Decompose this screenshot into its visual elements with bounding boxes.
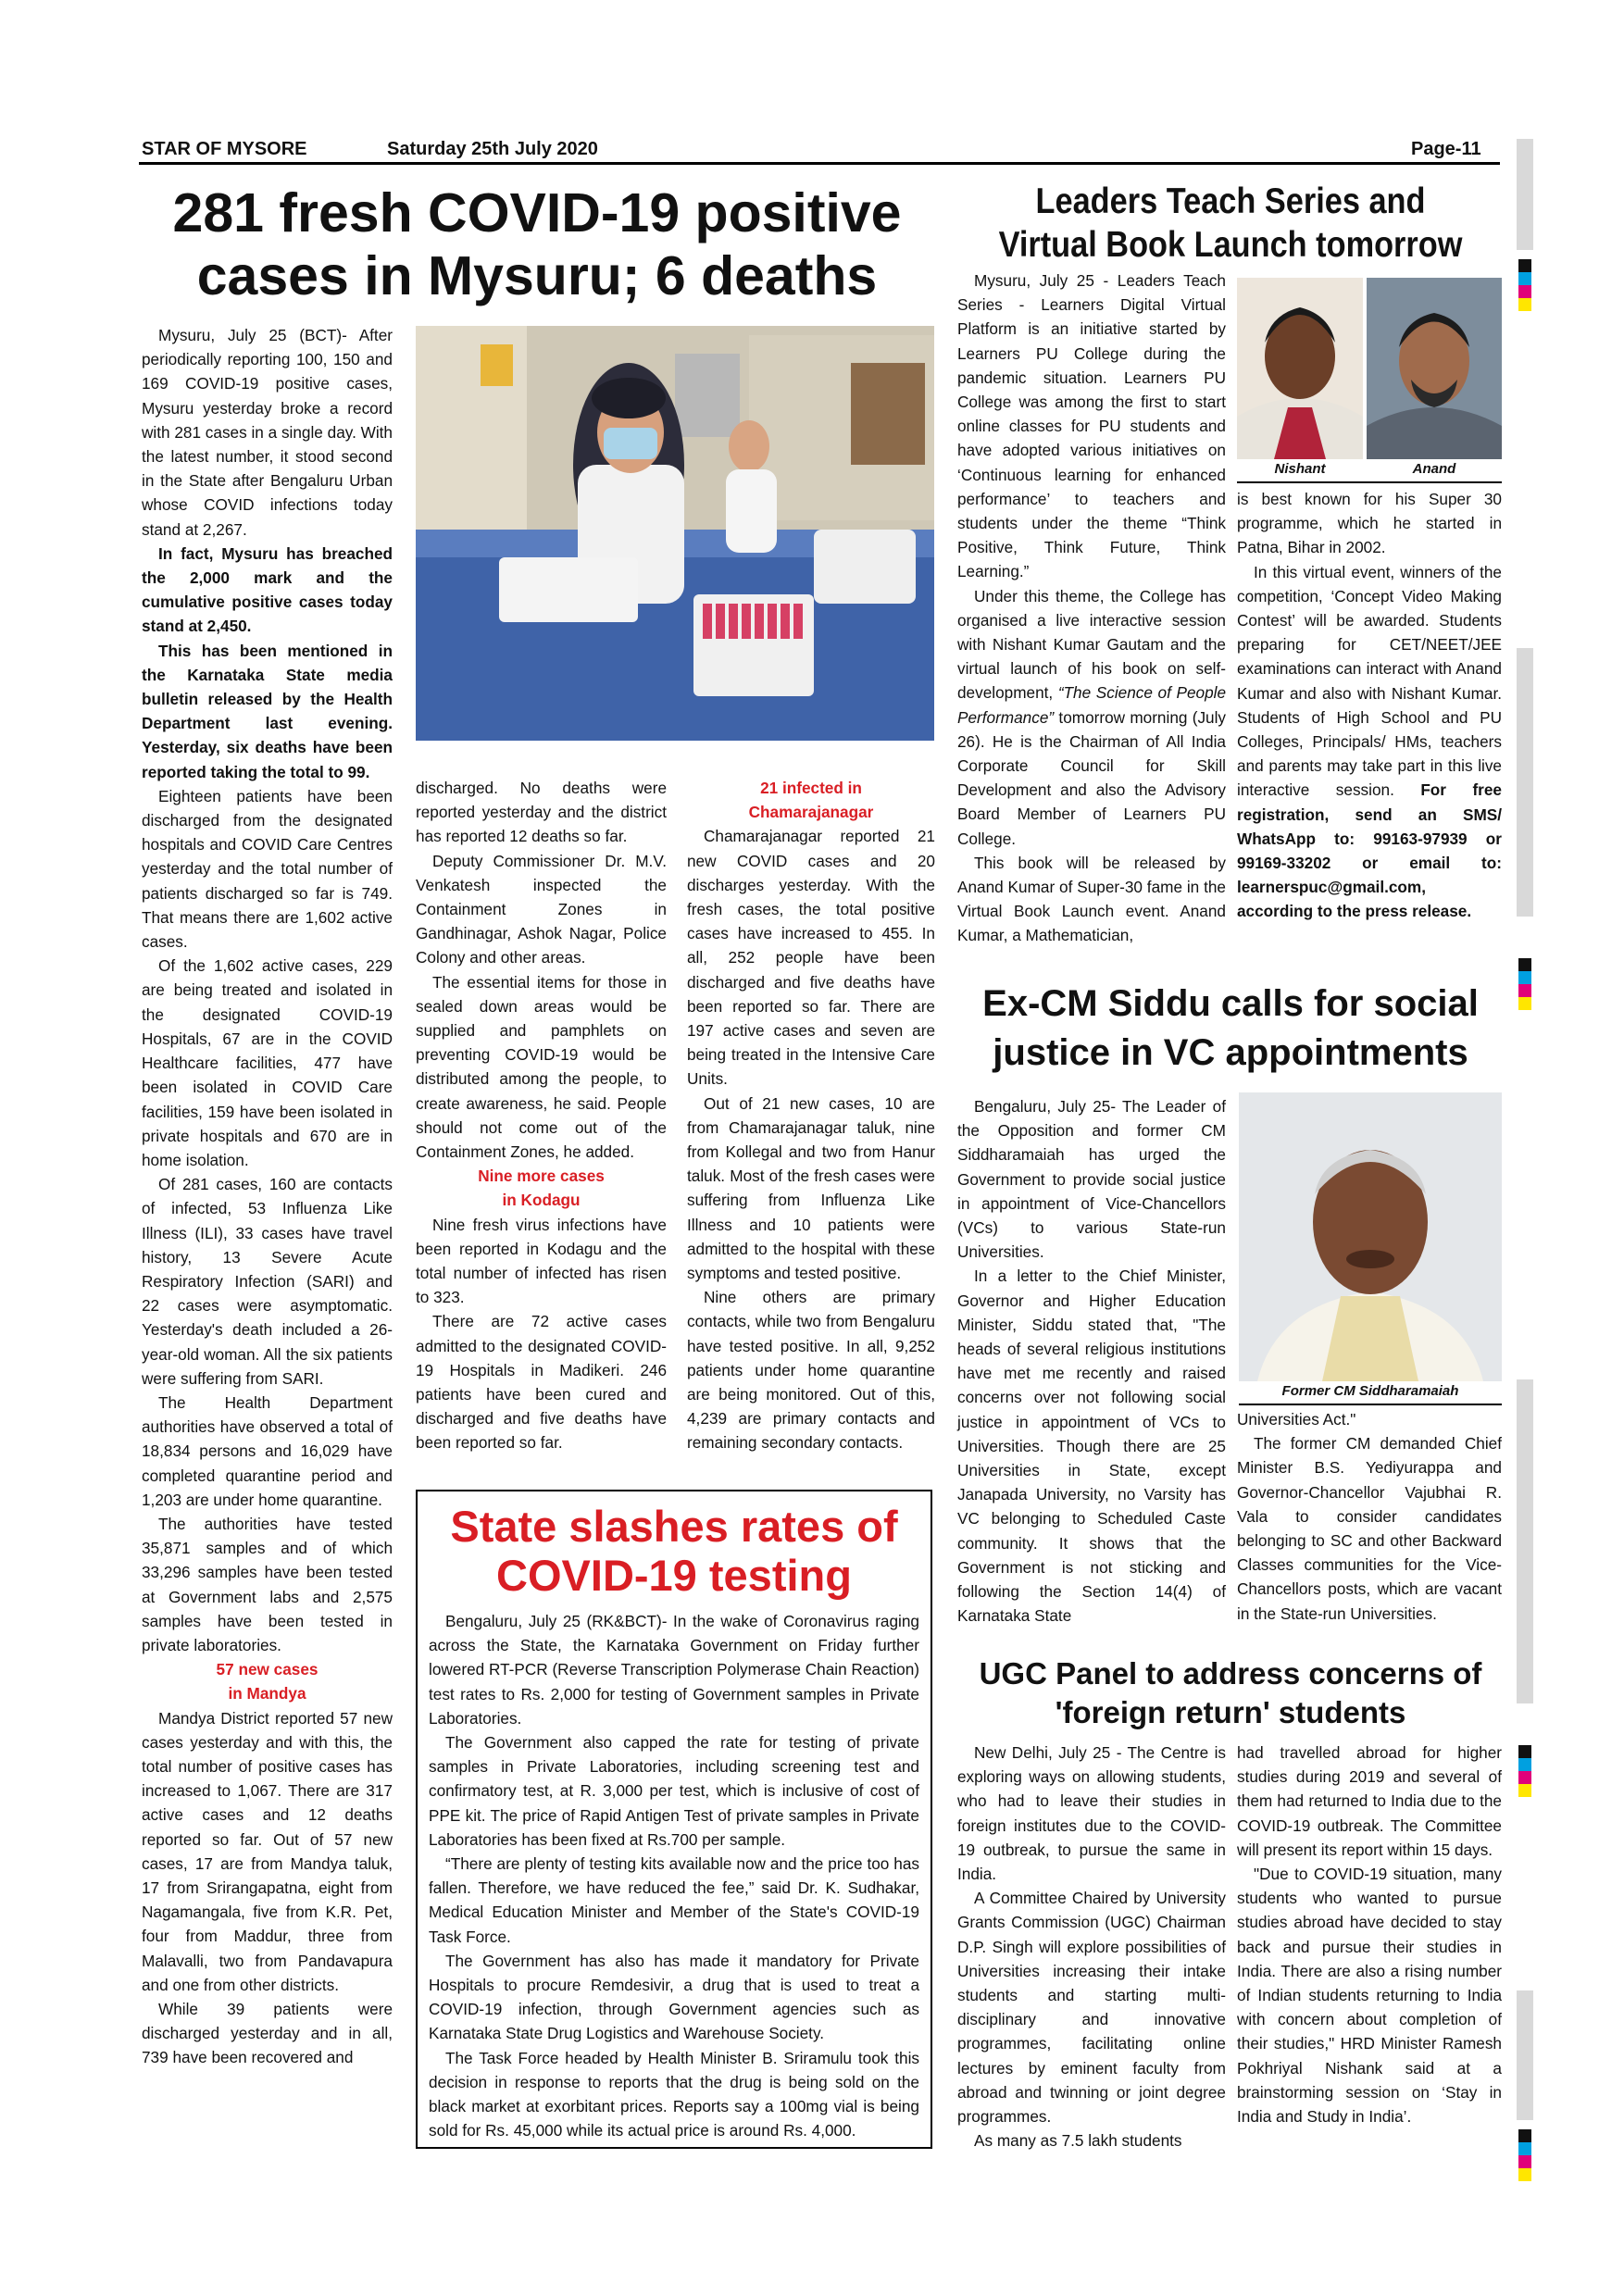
ugc-para: As many as 7.5 lakh students xyxy=(974,2131,1182,2151)
siddaramaiah-photo xyxy=(1239,1092,1502,1381)
testing-headline: State slashes rates of COVID-19 testing xyxy=(450,1502,898,1600)
covid-para: Nine fresh virus infections have been reported in Kodagu and the total number of infected has risen to 323. xyxy=(416,1215,667,1307)
testing-body xyxy=(429,1609,919,2142)
testing-para: Bengaluru, July 25 (RK&BCT)- In the wake of Coronavirus raging across the State, the Karnataka Government on Friday further lowered RT-PCR (Reverse Transcription Polymerase Chain Reaction) test rates to Rs. 2,000 for testing of Government samples in Private Laboratories. xyxy=(429,1612,919,1728)
masthead-date: Saturday 25th July 2020 xyxy=(387,139,598,159)
leaders-para: This book will be released by Anand Kumar of Super-30 fame in the Virtual Book Launch event. Anand Kumar, a Mathematician, xyxy=(957,853,1226,945)
nishant-photo xyxy=(1237,278,1363,459)
covid-para: Mandya District reported 57 new cases yesterday and with this, the total number of positive cases has increased to 1,067. There are 317 active cases and 12 deaths reported so far. Out of 57 new cases, 17 are from Mandya taluk, 17 from Srirangapatna, eight from Nagamangala, five from K.R. Pet, four from Maddur, three from Malavalli, two from Pandavapura and one from other districts. xyxy=(142,1708,393,1994)
siddu-para: In a letter to the Chief Minister, Governor and Higher Education Minister, Siddu stated that, "The heads of several religious institutions have met me recently and raised concerns over not following social justice in appointment of VCs to Universities. Though there are 25 Universities in State, except Janapada University, no Varsity has VC belonging to Scheduled Caste community. It shows that the Government is not sticking and following the Section 14(4) of Karnataka State xyxy=(957,1267,1226,1626)
lab-photo-illustration xyxy=(416,326,934,741)
leaders-para: is best known for his Super 30 programme, which he started in Patna, Bihar in 2002. xyxy=(1237,490,1502,557)
siddu-column-2 xyxy=(1237,1407,1502,1626)
covid-para: Chamarajanagar reported 21 new COVID cases and 20 discharges yesterday. With the fresh cases, the total positive cases have increased to 455. In all, 252 people have been discharged and five deaths have been reported so far. There are 197 active cases and seven are being treated in the Intensive Care Units. xyxy=(687,827,935,1089)
covid-para: Nine others are primary contacts, while two from Bengaluru have tested positive. In all, 9,252 patients under home quarantine are being monitored. Out of this, 4,239 are primary contacts and remaining secondary contacts. xyxy=(687,1288,935,1453)
leaders-para xyxy=(957,584,1226,851)
testing-para: “There are plenty of testing kits available now and the price too has fallen. Therefore, we have reduced the fee,” said Dr. K. Sudhakar, Medical Education Minister and Member of the State's COVID-19 Task Force. xyxy=(429,1854,919,1946)
testing-para: The Government also capped the rate for testing of private samples in Private Laboratories, including screening test and confirmatory test, at R. 3,000 per test, which is inclusive of cost of PPE kit. The price of Rapid Antigen Test of private samples in Private Laboratories has been fixed at Rs.700 per sample. xyxy=(429,1733,919,1849)
ugc-para: "Due to COVID-19 situation, many students who wanted to pursue studies abroad have decided to stay back and pursue their studies in India. There are also a rising number of Indian students returning to India with concern about completion of their studies," HRD Minister Ramesh Pokhriyal Nishank said at a brainstorming session on ‘Stay in India and Study in India’. xyxy=(1237,1865,1502,2127)
testing-para: The Task Force headed by Health Minister B. Sriramulu took this decision in response to reports that the drug is being sold on the black market at exorbitant prices. Reports say a 100mg vial is being sold for Rs. 45,000 while its actual price is around Rs. 4,000. xyxy=(429,2048,919,2140)
covid-para: The Health Department authorities have observed a total of 18,834 persons and 16,029 have completed quarantine period and 1,203 are under home quarantine. xyxy=(142,1392,393,1509)
margin-strip xyxy=(1517,1379,1533,1703)
covid-para: Eighteen patients have been discharged from the designated hospitals and COVID Care Centres yesterday and the total number of patients discharged so far is 749. That means there are 1,602 active cases. xyxy=(142,786,393,952)
covid-column-2 xyxy=(416,776,667,1455)
covid-column-1 xyxy=(142,323,393,2070)
covid-lab-photo xyxy=(416,326,934,741)
masthead-rule xyxy=(139,162,1500,165)
siddu-para: The former CM demanded Chief Minister B.S. Yediyurappa and Governor-Chancellor Vajubhai R. Vala to consider candidates belonging to SC and other Backward Classes communities for the Vice-Chancellors posts, which are vacant in the State-run Universities. xyxy=(1237,1434,1502,1623)
caption-rule xyxy=(1239,1404,1502,1405)
covid-column-3 xyxy=(687,776,935,1455)
registration-mark xyxy=(1518,2129,1531,2181)
covid-para: This has been mentioned in the Karnataka State media bulletin released by the Health Department last evening. Yesterday, six deaths have been reported taking the total to 99. xyxy=(142,641,393,781)
registration-info: For free registration, send an SMS/ WhatsApp to: 99163-97939 or 99169-33202 or email to: learnerspuc@gmail.com, according to the press release. xyxy=(1237,780,1502,921)
registration-mark xyxy=(1518,958,1531,1010)
covid-para: The authorities have tested 35,871 samples and of which 33,296 samples have been tested at Government labs and 2,575 samples have been tested in private laboratories. xyxy=(142,1514,393,1654)
siddu-caption: Former CM Siddharamaiah xyxy=(1281,1383,1459,1399)
leaders-text: tomorrow morning (July 26). He is the Chairman of All India Corporate Council for Skill Development and also the Advisory Board Member of Learners PU College. xyxy=(957,707,1227,848)
covid-para: There are 72 active cases admitted to the designated COVID-19 Hospitals in Madikeri. 246 patients have been cured and discharged and five deaths have been reported so far. xyxy=(416,1312,667,1453)
covid-para: Deputy Commissioner Dr. M.V. Venkatesh inspected the Containment Zones in Gandhinagar, Ashok Nagar, Police Colony and other areas. xyxy=(416,851,667,967)
testing-para: The Government has also has made it mandatory for Private Hospitals to procure Remdesivir, a drug that is used to treat a COVID-19 infection, through Government agencies such as Karnataka State Drug Logistics and Warehouse Society. xyxy=(429,1951,919,2043)
masthead-page-number: Page-11 xyxy=(1411,139,1481,159)
leaders-column-2 xyxy=(1237,487,1502,924)
subhead-mandya: 57 new cases xyxy=(216,1660,319,1679)
covid-para: discharged. No deaths were reported yesterday and the district has reported 12 deaths so far. xyxy=(416,779,667,846)
covid-headline: 281 fresh COVID-19 positive cases in Mysuru; 6 deaths xyxy=(172,182,902,306)
margin-strip xyxy=(1517,1990,1533,2120)
leaders-para xyxy=(1237,560,1502,924)
registration-mark xyxy=(1518,259,1531,311)
covid-para: Of the 1,602 active cases, 229 are being treated and isolated in the designated COVID-19 Hospitals, 67 are in the COVID Healthcare facilities, 477 have been isolated in COVID Care facilities, 159 have been isolated in private hospitals and 670 are in home isolation. xyxy=(142,956,393,1169)
siddu-para: Bengaluru, July 25- The Leader of the Opposition and former CM Siddharamaiah has urged the Government to provide social justice in appointment of Vice-Chancellors (VCs) to various State-run Universities. xyxy=(957,1097,1226,1262)
siddu-para: Universities Act." xyxy=(1237,1410,1356,1429)
covid-para: While 39 patients were discharged yesterday and in all, 739 have been recovered and xyxy=(142,2000,393,2067)
margin-strip xyxy=(1517,139,1533,250)
covid-para: Of 281 cases, 160 are contacts of infected, 53 Influenza Like Illness (ILI), 33 cases have travel history, 13 Severe Acute Respiratory Infection (SARI) and 22 cases were asymptomatic. Yesterday's death included a 26-year-old woman. All the six patients were suffering from SARI. xyxy=(142,1175,393,1388)
anand-photo xyxy=(1367,278,1502,459)
caption-rule xyxy=(1237,481,1502,483)
covid-para: The essential items for those in sealed down areas would be supplied and pamphlets on preventing COVID-19 would be distributed among the people, to create awareness, he said. People should not come out of the Containment Zones, he added. xyxy=(416,972,667,1162)
ugc-column-1 xyxy=(957,1741,1226,2152)
subhead-chamarajanagar: Chamarajanagar xyxy=(748,803,874,822)
leaders-column-1 xyxy=(957,268,1226,948)
ugc-column-2 xyxy=(1237,1741,1502,2128)
ugc-para: A Committee Chaired by University Grants Commission (UGC) Chairman D.P. Singh will explore possibilities of Universities increasing their intake students and starting multi-disciplinary and innovative programmes, facilitating online lectures by eminent faculty from abroad and twinning or joint degree programmes. xyxy=(957,1889,1226,2127)
nishant-caption: Nishant xyxy=(1274,461,1326,477)
ugc-headline: UGC Panel to address concerns of 'foreign return' students xyxy=(979,1656,1482,1729)
covid-para: Mysuru, July 25 (BCT)- After periodically reporting 100, 150 and 169 COVID-19 positive cases, Mysuru yesterday broke a record with 281 cases in a single day. With the latest number, it stood second in the State after Bengaluru Urban whose COVID infections today stand at 2,267. xyxy=(142,326,393,539)
subhead-mandya: in Mandya xyxy=(228,1684,306,1703)
registration-mark xyxy=(1518,1745,1531,1797)
subhead-chamarajanagar: 21 infected in xyxy=(760,779,862,797)
subhead-kodagu: Nine more cases xyxy=(478,1167,605,1186)
ugc-para: New Delhi, July 25 - The Centre is exploring ways on allowing students, who had to leave their studies in foreign institutes due to the COVID-19 outbreak, to pursue the same in India. xyxy=(957,1743,1226,1884)
covid-para: Out of 21 new cases, 10 are from Chamarajanagar taluk, nine from Kollegal and two from Hanur taluk. Most of the fresh cases were suffering from Influenza Like Illness and 10 patients were admitted to the hospital with these symptoms and tested positive. xyxy=(687,1093,935,1283)
siddu-column-1 xyxy=(957,1094,1226,1628)
siddu-headline: Ex-CM Siddu calls for social justice in VC appointments xyxy=(982,983,1479,1073)
masthead-paper-name: STAR OF MYSORE xyxy=(142,139,307,159)
leaders-text: In this virtual event, winners of the competition, ‘Concept Video Making Contest’ will be awarded. Students preparing for CET/NEET/JEE examinations can interact with Anand Kumar and also with Nishant Kumar. Students of High School and PU Colleges, Principals/ HMs, teachers and parents may take part in this live interactive session. xyxy=(1237,562,1502,800)
book-title: “The Science of People Performance” xyxy=(957,683,1227,727)
margin-strip xyxy=(1517,648,1533,917)
leaders-headline: Leaders Teach Series and Virtual Book Launch tomorrow xyxy=(998,181,1463,265)
leaders-para: Mysuru, July 25 - Leaders Teach Series - Learners Digital Virtual Platform is an initiative started by Learners PU College during the pandemic situation. Learners PU College was among the first to start online classes for PU students and have adopted various initiatives on ‘Continuous learning for enhanced performance’ to teachers and students under the theme “Think Positive, Think Future, Think Learning.” xyxy=(957,271,1226,581)
leaders-text: Under this theme, the College has organised a live interactive session with Nishant Kumar Gautam and the virtual launch of his book on self-development, xyxy=(957,586,1226,703)
anand-caption: Anand xyxy=(1412,461,1456,477)
covid-para: In fact, Mysuru has breached the 2,000 mark and the cumulative positive cases today stand at 2,450. xyxy=(142,543,393,636)
subhead-kodagu: in Kodagu xyxy=(502,1191,581,1210)
ugc-para: had travelled abroad for higher studies during 2019 and several of them had returned to India due to the COVID-19 outbreak. The Committee will present its report within 15 days. xyxy=(1237,1743,1502,1859)
